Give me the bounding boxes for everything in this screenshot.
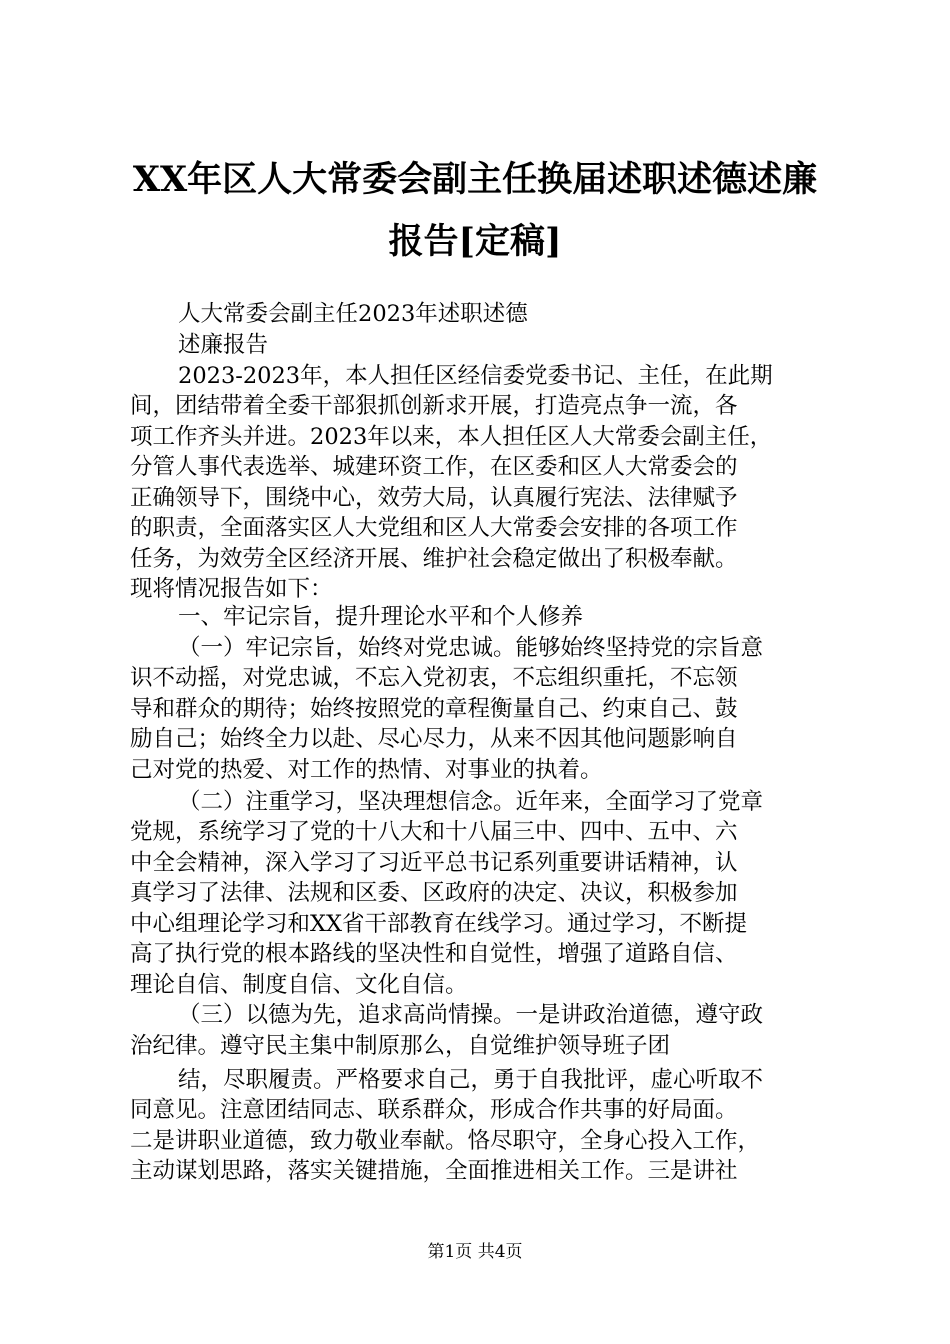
body-line: 二是讲职业道德，致力敬业奉献。恪尽职守，全身心投入工作， xyxy=(130,1128,761,1154)
body-line: 任务，为效劳全区经济开展、维护社会稳定做出了积极奉献。 xyxy=(130,546,738,572)
body-line: 理论自信、制度自信、文化自信。 xyxy=(130,972,468,998)
body-line: 结，尽职履责。严格要求自己，勇于自我批评，虚心听取不 xyxy=(178,1067,764,1093)
document-title-line-1: XX年区人大常委会副主任换届述职述德述廉 xyxy=(132,159,818,200)
body-line: 识不动摇，对党忠诚，不忘入党初衷，不忘组织重托，不忘领 xyxy=(130,665,738,691)
body-line: （三）以德为先，追求高尚情操。一是讲政治道德，遵守政 xyxy=(178,1002,764,1028)
body-line: （一）牢记宗旨，始终对党忠诚。能够始终坚持党的宗旨意 xyxy=(178,635,764,661)
body-line: 现将情况报告如下： xyxy=(130,576,333,602)
body-line: 正确领导下，围绕中心，效劳大局，认真履行宪法、法律赋予 xyxy=(130,485,738,511)
body-line: 治纪律。遵守民主集中制原那么，自觉维护领导班子团 xyxy=(130,1033,671,1059)
body-line: 间，团结带着全委干部狠抓创新求开展，打造亮点争一流，各 xyxy=(130,393,738,419)
section-heading: 一、牢记宗旨，提升理论水平和个人修养 xyxy=(178,604,584,630)
body-line: 述廉报告 xyxy=(178,332,269,358)
body-line: 导和群众的期待；始终按照党的章程衡量自己、约束自己、鼓 xyxy=(130,696,738,722)
body-line: （二）注重学习，坚决理想信念。近年来，全面学习了党章 xyxy=(178,789,764,815)
body-line: 中全会精神，深入学习了习近平总书记系列重要讲话精神，认 xyxy=(130,850,738,876)
body-line: 己对党的热爱、对工作的热情、对事业的执着。 xyxy=(130,757,603,783)
body-line: 中心组理论学习和XX省干部教育在线学习。通过学习，不断提 xyxy=(130,911,748,937)
body-line: 党规，系统学习了党的十八大和十八届三中、四中、五中、六 xyxy=(130,819,738,845)
body-line: 项工作齐头并进。2023年以来，本人担任区人大常委会副主任， xyxy=(130,424,773,450)
document-title-line-2: 报告[定稿] xyxy=(388,221,562,262)
body-line: 人大常委会副主任2023年述职述德 xyxy=(178,301,528,327)
body-line: 主动谋划思路，落实关键措施，全面推进相关工作。三是讲社 xyxy=(130,1158,738,1184)
page-number-footer: 第1页 共4页 xyxy=(427,1242,523,1262)
body-line: 2023-2023年，本人担任区经信委党委书记、主任，在此期 xyxy=(178,363,773,389)
body-line: 的职责，全面落实区人大党组和区人大常委会安排的各项工作 xyxy=(130,515,738,541)
body-line: 同意见。注意团结同志、联系群众，形成合作共事的好局面。 xyxy=(130,1097,738,1123)
body-line: 真学习了法律、法规和区委、区政府的决定、决议，积极参加 xyxy=(130,880,738,906)
body-line: 高了执行党的根本路线的坚决性和自觉性，增强了道路自信、 xyxy=(130,941,738,967)
body-line: 励自己；始终全力以赴、尽心尽力，从来不因其他问题影响自 xyxy=(130,726,738,752)
body-line: 分管人事代表选举、城建环资工作，在区委和区人大常委会的 xyxy=(130,454,738,480)
